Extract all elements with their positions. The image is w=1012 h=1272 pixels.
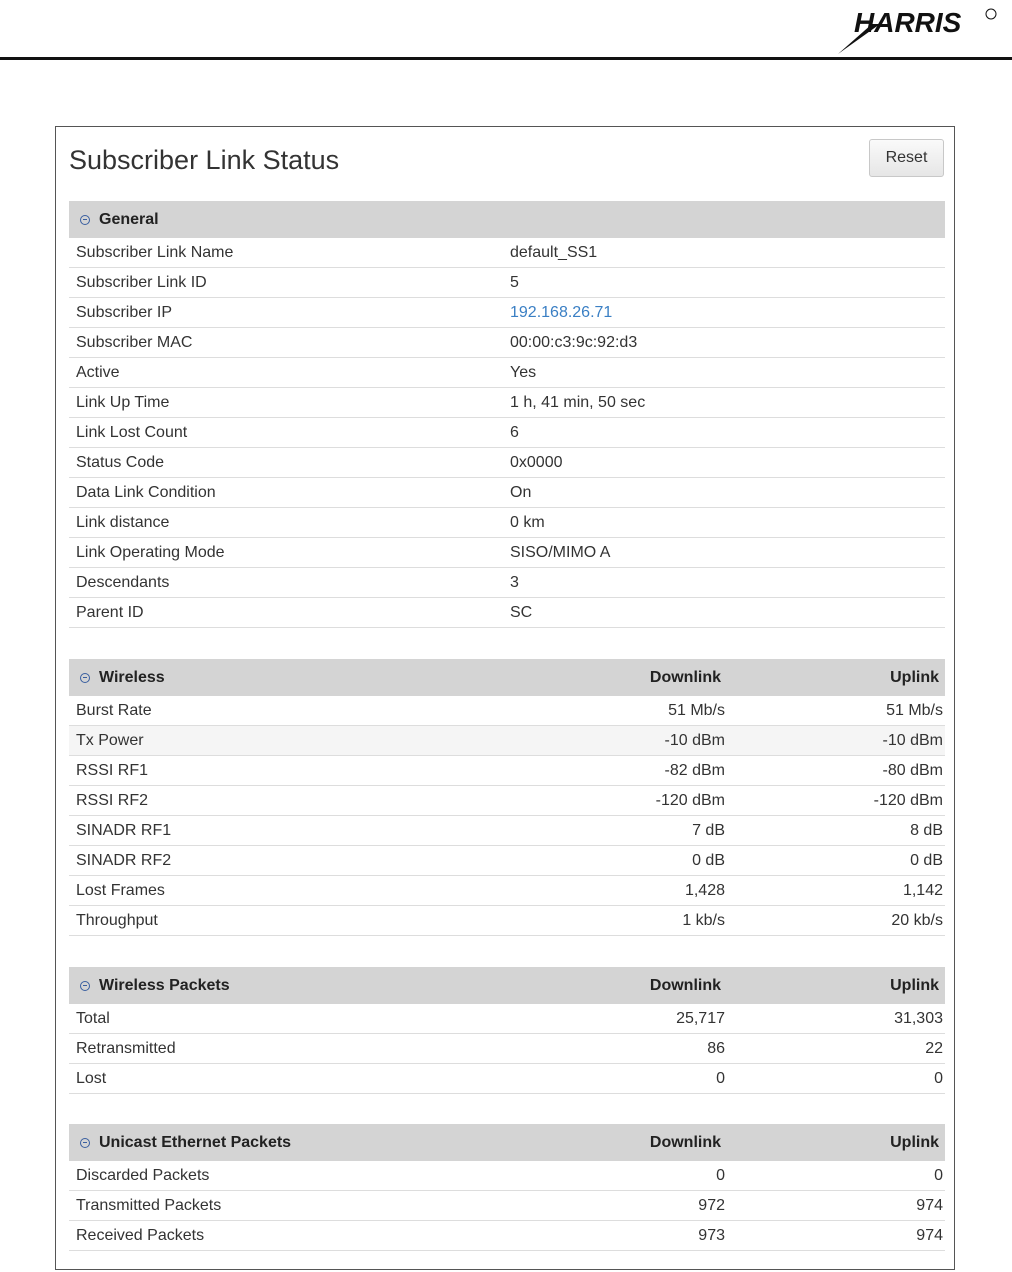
row-label: Lost Frames [76,881,165,899]
harris-logo [810,2,1000,54]
row-label: Status Code [76,453,165,471]
page-title: Subscriber Link Status [69,145,340,175]
row-label: Data Link Condition [76,483,216,501]
downlink-column-header: Downlink [649,976,721,994]
table-row [69,388,945,418]
uplink-value: 31,303 [894,1009,943,1027]
uplink-column-header: Uplink [890,668,939,686]
table-row [69,448,945,478]
row-value: 6 [510,423,519,441]
table-row [69,786,945,816]
row-value: 00:00:c3:9c:92:d3 [510,333,638,351]
table-row [69,906,945,936]
downlink-column-header: Downlink [649,668,721,686]
collapse-icon[interactable] [80,673,90,683]
table-row [69,816,945,846]
table-row [69,876,945,906]
uplink-value: 974 [916,1196,943,1214]
row-label: SINADR RF1 [76,821,172,839]
downlink-value: -10 dBm [664,731,725,749]
table-row [69,1004,945,1034]
row-value: Yes [510,363,537,381]
downlink-value: 1 kb/s [682,911,725,929]
uplink-value: 8 dB [910,821,943,839]
uplink-value: -120 dBm [873,791,943,809]
table-row [69,328,945,358]
table-row [69,508,945,538]
row-label: Discarded Packets [76,1166,210,1184]
row-label: Subscriber MAC [76,333,193,351]
row-value: 0x0000 [510,453,563,471]
table-row [69,268,945,298]
table-row [69,1191,945,1221]
subscriber-link-status-panel [55,126,955,1270]
downlink-value: 0 [716,1166,725,1184]
row-label: Link Up Time [76,393,170,411]
downlink-value: -82 dBm [664,761,725,779]
table-row [69,598,945,628]
downlink-value: 1,428 [684,881,725,899]
row-label: Received Packets [76,1226,205,1244]
table-row [69,846,945,876]
downlink-column-header: Downlink [649,1133,721,1151]
unicast-ethernet-packets-section [69,1124,945,1251]
uplink-value: 0 [934,1166,943,1184]
row-value: SC [510,603,533,621]
row-label: Subscriber Link ID [76,273,207,291]
uplink-value: 1,142 [902,881,943,899]
row-label: RSSI RF1 [76,761,149,779]
downlink-value: 25,717 [676,1009,725,1027]
row-label: RSSI RF2 [76,791,149,809]
uplink-value: 20 kb/s [891,911,943,929]
downlink-value: -120 dBm [655,791,725,809]
downlink-value: 0 dB [692,851,725,869]
table-row [69,358,945,388]
table-row [69,1064,945,1094]
row-label: Parent ID [76,603,144,621]
svg-text:HARRIS: HARRIS [854,7,962,38]
row-label: SINADR RF2 [76,851,172,869]
uplink-value: 0 [934,1069,943,1087]
row-value: 0 km [510,513,545,531]
row-label: Active [76,363,120,381]
table-row [69,756,945,786]
section-title: Unicast Ethernet Packets [99,1133,292,1151]
collapse-icon[interactable] [80,981,90,991]
row-label: Subscriber Link Name [76,243,234,261]
table-row [69,696,945,726]
downlink-value: 51 Mb/s [668,701,725,719]
wireless-packets-section-header[interactable] [69,967,945,1004]
row-label: Transmitted Packets [76,1196,222,1214]
row-label: Subscriber IP [76,303,173,321]
row-label: Descendants [76,573,170,591]
row-value: SISO/MIMO A [510,543,611,561]
section-title: General [99,210,159,228]
table-row [69,726,945,756]
uplink-value: 974 [916,1226,943,1244]
section-title: Wireless [99,668,165,686]
table-row [69,568,945,598]
row-label: Burst Rate [76,701,152,719]
table-row [69,1161,945,1191]
unicast-ethernet-packets-section-header[interactable] [69,1124,945,1161]
row-value: default_SS1 [510,243,598,261]
row-value: 3 [510,573,519,591]
row-label: Lost [76,1069,107,1087]
row-label: Tx Power [76,731,144,749]
row-label: Retransmitted [76,1039,176,1057]
reset-button[interactable]: Reset [869,139,944,177]
row-label: Link Lost Count [76,423,188,441]
uplink-value: 51 Mb/s [886,701,943,719]
row-label: Link Operating Mode [76,543,225,561]
collapse-icon[interactable] [80,215,90,225]
table-row [69,418,945,448]
table-row [69,478,945,508]
downlink-value: 7 dB [692,821,725,839]
uplink-value: 0 dB [910,851,943,869]
downlink-value: 86 [707,1039,725,1057]
row-label: Link distance [76,513,170,531]
uplink-value: -10 dBm [882,731,943,749]
table-row [69,298,945,328]
uplink-value: -80 dBm [882,761,943,779]
section-title: Wireless Packets [99,976,230,994]
general-section-header[interactable] [69,201,945,238]
row-value: On [510,483,532,501]
subscriber-ip-link[interactable]: 192.168.26.71 [510,303,613,321]
header-rule [0,57,1012,60]
row-value: 1 h, 41 min, 50 sec [510,393,646,411]
table-row [69,538,945,568]
row-value: 5 [510,273,519,291]
downlink-value: 973 [698,1226,725,1244]
row-label: Throughput [76,911,158,929]
document-header [0,0,1012,60]
table-row [69,1034,945,1064]
table-row [69,1221,945,1251]
uplink-column-header: Uplink [890,976,939,994]
wireless-section-header[interactable] [69,659,945,696]
general-section [69,201,945,628]
downlink-value: 0 [716,1069,725,1087]
wireless-packets-section [69,967,945,1094]
wireless-section [69,659,945,936]
row-label: Total [76,1009,110,1027]
uplink-column-header: Uplink [890,1133,939,1151]
downlink-value: 972 [698,1196,725,1214]
uplink-value: 22 [925,1039,943,1057]
collapse-icon[interactable] [80,1138,90,1148]
table-row [69,238,945,268]
